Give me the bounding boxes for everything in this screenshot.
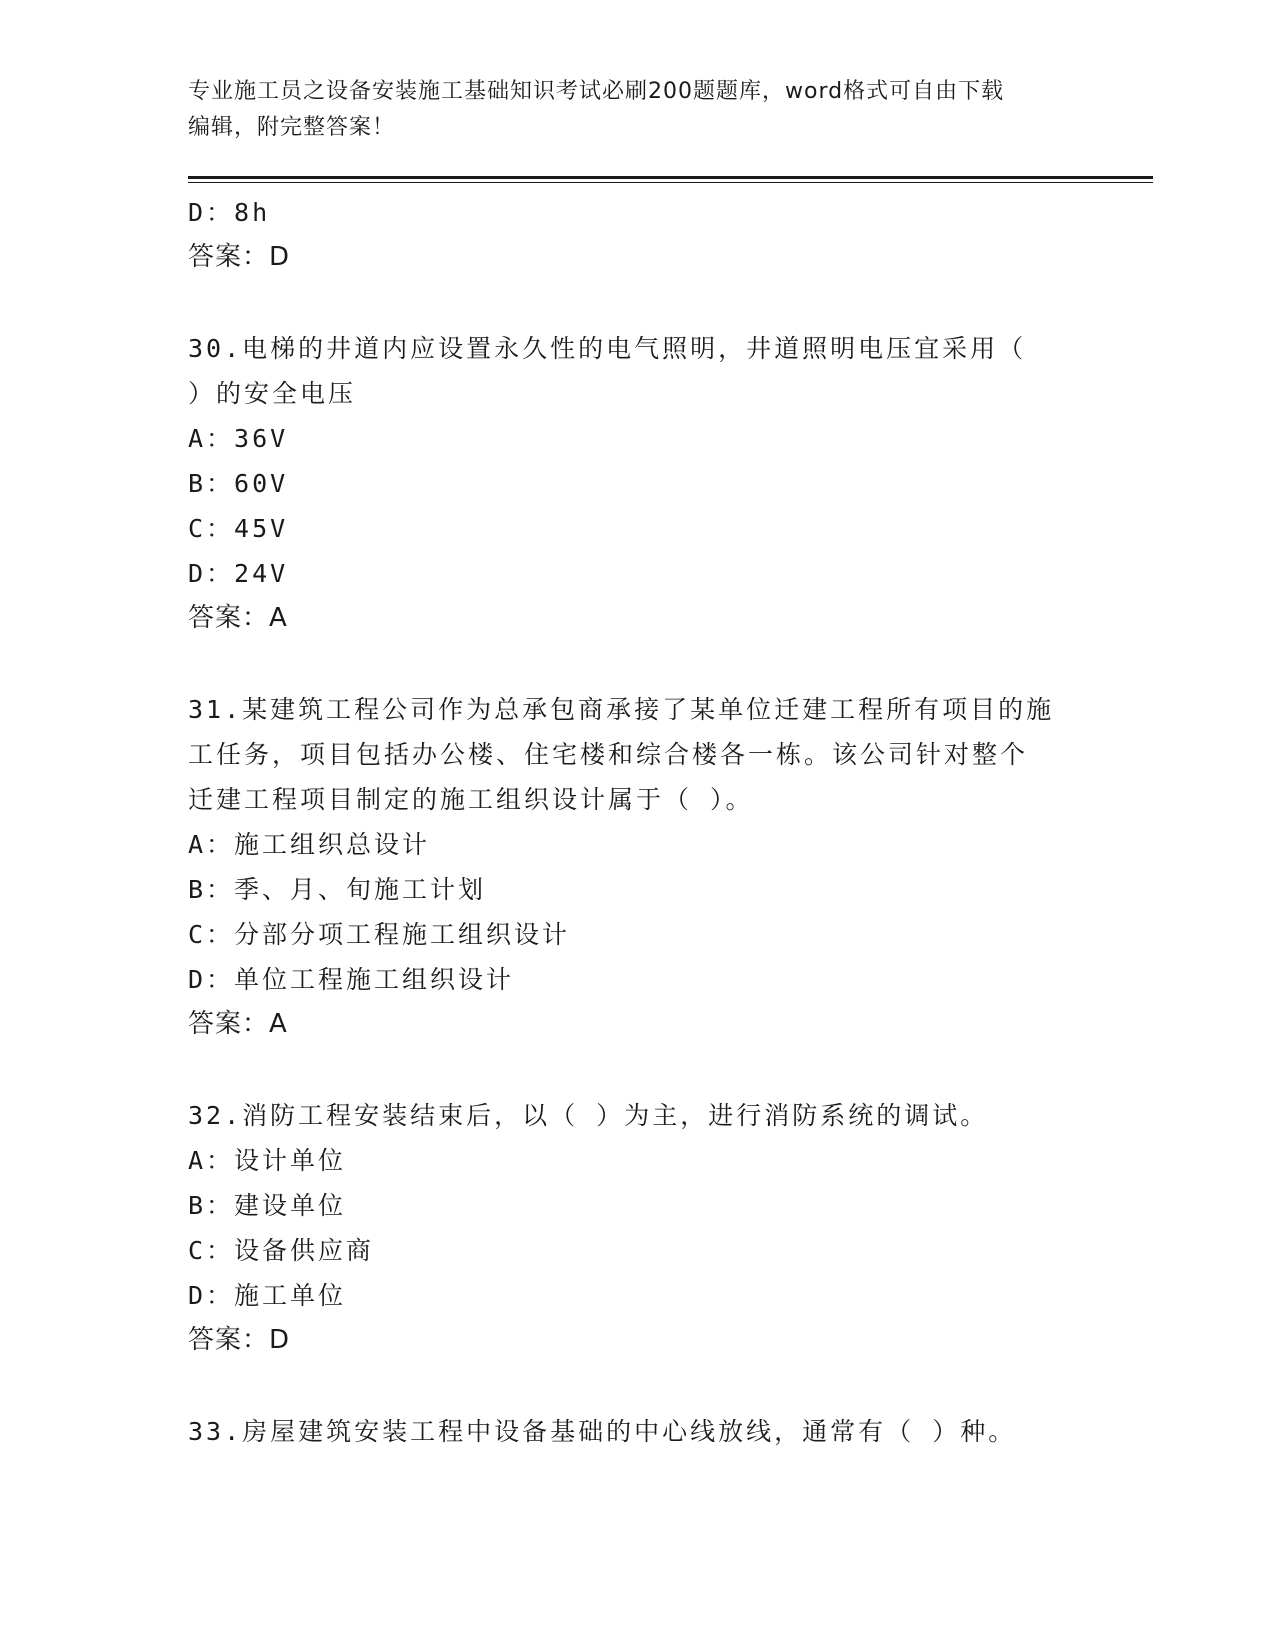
- question-text: 32.消防工程安装结束后，以（ ）为主，进行消防系统的调试。: [188, 1101, 989, 1130]
- option-a: A：36V: [188, 424, 289, 453]
- question-text: 31.某建筑工程公司作为总承包商承接了某单位迁建工程所有项目的施: [188, 695, 1055, 724]
- question-text: 33.房屋建筑安装工程中设备基础的中心线放线，通常有（ ）种。: [188, 1417, 1017, 1446]
- option-c: C：45V: [188, 514, 289, 543]
- question-text: 迁建工程项目制定的施工组织设计属于（ ）。: [188, 785, 754, 814]
- option-d: D：8h: [188, 198, 271, 227]
- answer-line: 答案：A: [188, 1009, 288, 1039]
- option-b: B：季、月、旬施工计划: [188, 875, 487, 904]
- header-divider-thin: [188, 182, 1153, 183]
- question-33: [188, 1409, 1088, 1454]
- option-a: A：设计单位: [188, 1146, 347, 1175]
- header-divider-thick: [188, 176, 1153, 179]
- option-a: A：施工组织总设计: [188, 830, 431, 859]
- option-d: D：施工单位: [188, 1281, 347, 1310]
- answer-line: 答案：D: [188, 242, 291, 272]
- document-body: [188, 190, 1088, 1454]
- document-header: [188, 74, 1108, 146]
- question-30: [188, 326, 1088, 641]
- header-line-1: 专业施工员之设备安装施工基础知识考试必刷200题题库，word格式可自由下载: [188, 79, 1005, 104]
- question-31: [188, 687, 1088, 1047]
- answer-line: 答案：D: [188, 1325, 291, 1355]
- header-line-2: 编辑，附完整答案！: [188, 115, 396, 140]
- question-text: 工任务，项目包括办公楼、住宅楼和综合楼各一栋。该公司针对整个: [188, 740, 1029, 769]
- option-c: C：设备供应商: [188, 1236, 375, 1265]
- answer-line: 答案：A: [188, 603, 288, 633]
- option-b: B：建设单位: [188, 1191, 347, 1220]
- option-d: D：单位工程施工组织设计: [188, 965, 515, 994]
- option-b: B：60V: [188, 469, 289, 498]
- question-32: [188, 1093, 1088, 1363]
- option-c: C：分部分项工程施工组织设计: [188, 920, 571, 949]
- question-text: 30.电梯的井道内应设置永久性的电气照明，井道照明电压宜采用（: [188, 334, 1027, 363]
- question-text: ）的安全电压: [188, 379, 357, 408]
- option-d: D：24V: [188, 559, 289, 588]
